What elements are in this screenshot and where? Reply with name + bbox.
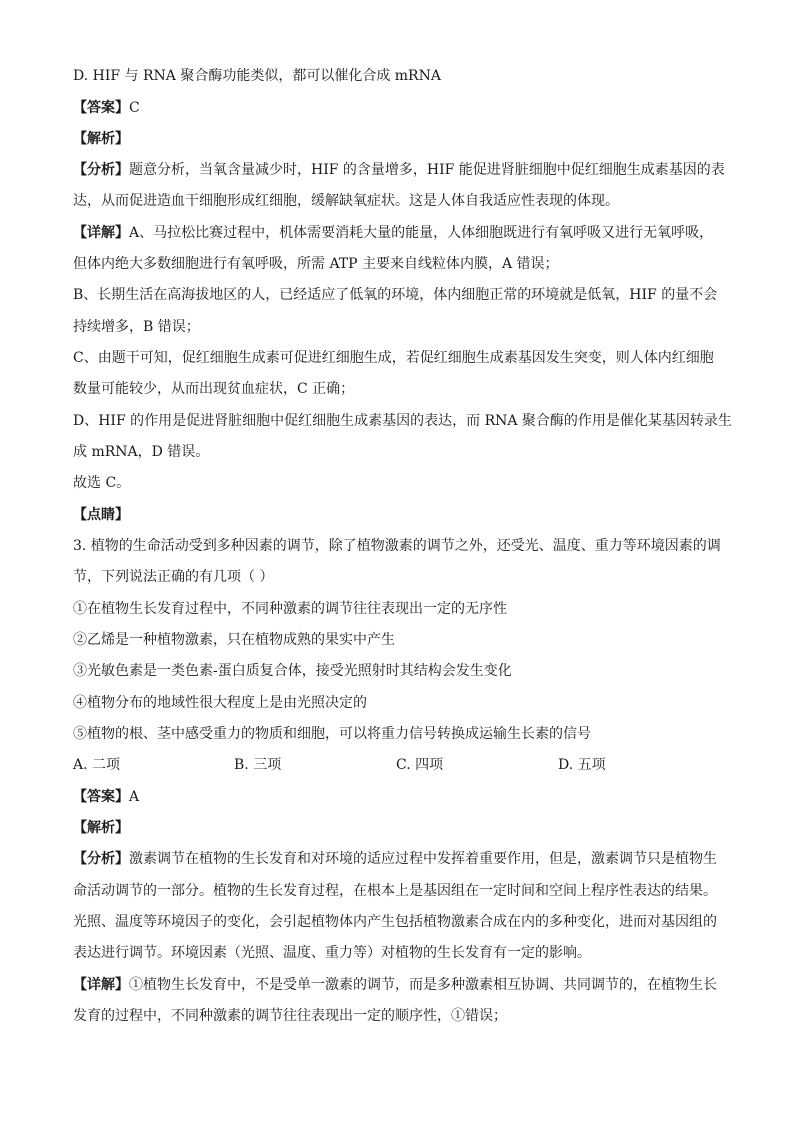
q3-statement-4: ④植物分布的地域性很大程度上是由光照决定的: [73, 695, 367, 711]
answer-tag: 【答案】: [73, 100, 129, 116]
q2-detail-line-5: C、由题干可知，促红细胞生成素可促进红细胞生成，若促红细胞生成素基因发生突变，则人体内红细胞: [73, 350, 714, 366]
q2-dianjing-tag: [73, 505, 733, 525]
q3-fenxi-line-4: 表达进行调节。环境因素（光照、温度、重力等）对植物的生长发育有一定的影响。: [73, 945, 591, 961]
q3-option-b: B. 三项: [234, 757, 282, 773]
q2-detail-line-6: 数量可能较少，从而出现贫血症状，C 正确；: [73, 381, 355, 397]
q3-stem-line-2: 节，下列说法正确的有几项（ ）: [73, 569, 274, 585]
q2-fenxi-line-2: 达，从而促进造血干细胞形成红细胞，缓解缺氧症状。这是人体自我适应性表现的体现。: [73, 193, 619, 209]
q2-detail-line-1: [73, 223, 733, 243]
fenxi-text: 激素调节在植物的生长发育和对环境的适应过程中发挥着重要作用，但是，激素调节只是植物生: [129, 851, 717, 867]
q3-option-c: C. 四项: [396, 757, 444, 773]
q3-option-d: D. 五项: [558, 757, 606, 773]
q2-detail-line-7: D、HIF 的作用是促进肾脏细胞中促红细胞生成素基因的表达，而 RNA 聚合酶的作用是催化某基因转录生: [73, 413, 732, 429]
detail-tag: 【详解】: [73, 225, 129, 241]
analysis-tag: 【解析】: [73, 131, 129, 147]
q3-fenxi-line-2: 命活动调节的一部分。植物的生长发育过程，在根本上是基因组在一定时间和空间上程序性表达的结果。: [73, 883, 717, 899]
q3-answer-row: [73, 787, 733, 807]
q2-detail-line-4: 持续增多，B 错误；: [73, 319, 200, 335]
fenxi-tag: 【分析】: [73, 851, 129, 867]
q3-fenxi-line-3: 光照、温度等环境因子的变化，会引起植物体内产生包括植物激素合成在内的多种变化，进而对基因组的: [73, 914, 717, 930]
q3-statement-1: ①在植物生长发育过程中，不同种激素的调节往往表现出一定的无序性: [73, 601, 507, 617]
q3-analysis-tag: [73, 818, 733, 838]
q2-detail-line-8: 成 mRNA，D 错误。: [73, 444, 210, 460]
analysis-tag: 【解析】: [73, 820, 129, 836]
q3-option-a: A. 二项: [73, 757, 121, 773]
dianjing-tag: 【点睛】: [73, 507, 129, 523]
answer-tag: 【答案】: [73, 789, 129, 805]
q2-analysis-tag: [73, 129, 733, 149]
q2-fenxi-line-1: [73, 160, 733, 180]
answer-value: A: [129, 789, 140, 805]
q3-detail-line-1: [73, 975, 733, 995]
q3-stem-line-1: 3. 植物的生命活动受到多种因素的调节，除了植物激素的调节之外，还受光、温度、重力等环境因素的调: [73, 538, 721, 554]
detail-text: A、马拉松比赛过程中，机体需要消耗大量的能量，人体细胞既进行有氧呼吸又进行无氧呼吸，: [129, 225, 714, 241]
answer-value: C: [129, 100, 140, 116]
detail-text: ①植物生长发育中，不是受单一激素的调节，而是多种激素相互协调、共同调节的，在植物生长: [129, 977, 717, 993]
q2-answer-row: [73, 98, 733, 118]
fenxi-tag: 【分析】: [73, 162, 129, 178]
q3-statement-5: ⑤植物的根、茎中感受重力的物质和细胞，可以将重力信号转换成运输生长素的信号: [73, 726, 591, 742]
q2-detail-line-3: B、长期生活在高海拔地区的人，已经适应了低氧的环境，体内细胞正常的环境就是低氧，HIF 的量不会: [73, 287, 718, 303]
detail-tag: 【详解】: [73, 977, 129, 993]
q2-detail-line-9: 故选 C。: [73, 475, 131, 491]
q2-detail-line-2: 但体内绝大多数细胞进行有氧呼吸，所需 ATP 主要来自线粒体内膜，A 错误；: [73, 256, 559, 272]
q3-statement-2: ②乙烯是一种植物激素，只在植物成熟的果实中产生: [73, 632, 395, 648]
q3-fenxi-line-1: [73, 849, 733, 869]
q3-detail-line-2: 发育的过程中，不同种激素的调节往往表现出一定的顺序性，①错误；: [73, 1008, 507, 1024]
q3-statement-3: ③光敏色素是一类色素-蛋白质复合体，接受光照射时其结构会发生变化: [73, 663, 512, 679]
fenxi-text: 题意分析，当氧含量减少时，HIF 的含量增多，HIF 能促进肾脏细胞中促红细胞生成素基因的表: [129, 162, 725, 178]
q2-option-d: D. HIF 与 RNA 聚合酶功能类似，都可以催化合成 mRNA: [73, 68, 441, 84]
